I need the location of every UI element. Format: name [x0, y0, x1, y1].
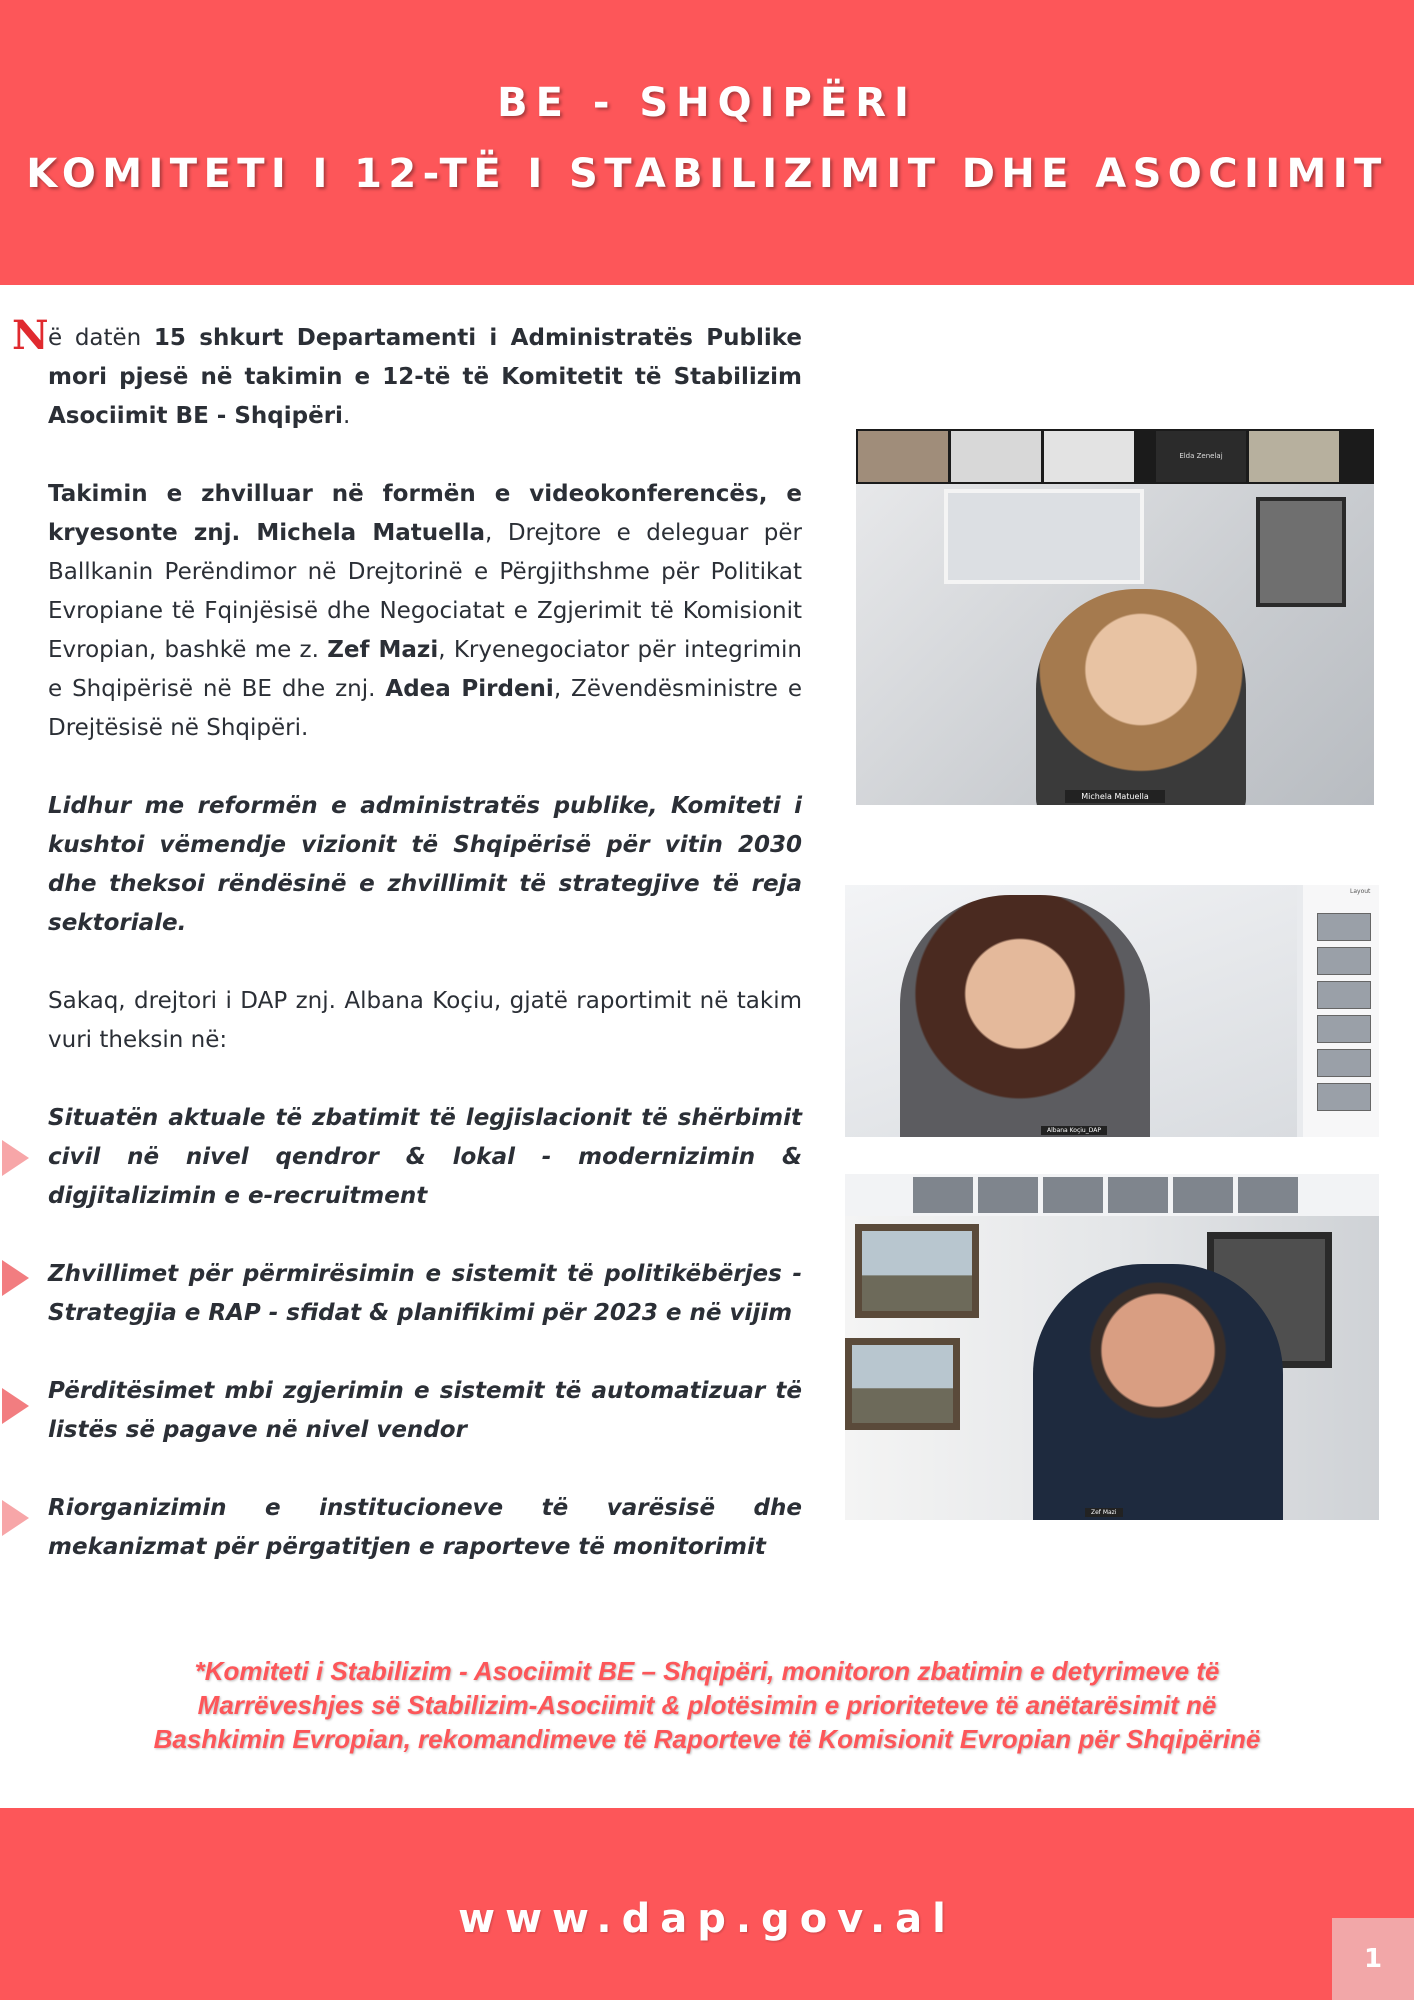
bullet-arrow-icon — [2, 1500, 29, 1536]
participant-strip — [845, 1174, 1379, 1216]
footnote — [90, 1654, 1324, 1756]
bullet-item-1: Situatën aktuale të zbatimit të legjislacionit të shërbimit civil në nivel qendror & lokal - modernizimin & digjitalizimin e e-recruitment — [48, 1105, 802, 1209]
website-link[interactable]: www.dap.gov.al — [458, 1896, 956, 1942]
photo-videoconference-mazi — [845, 1174, 1379, 1520]
speaker-figure — [1033, 1264, 1283, 1520]
footnote-line2: Marrëveshjes së Stabilizim-Asociimit & plotësimin e prioriteteve të anëtarësimit në — [197, 1690, 1217, 1720]
footnote-line1: *Komiteti i Stabilizim - Asociimit BE – Shqipëri, monitoron zbatimin e detyrimeve të — [194, 1656, 1220, 1686]
header-banner — [0, 0, 1414, 285]
photo-caption: Michela Matuella — [1065, 790, 1164, 803]
article-body — [48, 319, 802, 1567]
photo-caption: Albana Koçiu_DAP — [1041, 1126, 1107, 1135]
intro-bold-a: 15 shkurt Departamenti i Administratës Publike mori pjesë në takimin e 12-të të Komitetit të Stabilizim Asociimit BE - Shqipëri — [48, 325, 802, 429]
report-paragraph: Sakaq, drejtori i DAP znj. Albana Koçiu, gjatë raportimit në takim vuri theksin në: — [48, 988, 802, 1053]
meeting-bold-b: Zef Mazi — [327, 637, 439, 663]
intro-text-a: ë datën — [48, 325, 154, 351]
photo-caption: Zef Mazi — [1085, 1508, 1123, 1517]
page-number: 1 — [1332, 1918, 1414, 2000]
reform-text: Lidhur me reformën e administratës publike, Komiteti i kushtoi vëmendje vizionit të Shqipërisë për vitin 2030 dhe theksoi rëndësinë e zhvillimit të strategjive të reja sektoriale. — [48, 793, 802, 936]
bullet-arrow-icon — [2, 1388, 29, 1424]
participant-sidebar — [1303, 885, 1379, 1137]
speaker-figure — [1036, 589, 1246, 805]
photo-videoconference-matuella — [856, 429, 1374, 805]
header-title-line2: KOMITETI I 12-TË I STABILIZIMIT DHE ASOCIIMIT — [26, 151, 1388, 197]
bullet-arrow-icon — [2, 1140, 29, 1176]
meeting-text-c: , Zëvendësministre e Drejtësisë në Shqipëri. — [48, 676, 802, 741]
bullet-item-4: Riorganizimin e institucioneve të varësisë dhe mekanizmat për përgatitjen e raporteve të monitorimit — [48, 1495, 802, 1560]
participant-strip — [856, 429, 1374, 484]
bullet-item-2: Zhvillimet për përmirësimin e sistemit të politikëbërjes - Strategjia e RAP - sfidat & planifikimi për 2023 e në vijim — [48, 1261, 802, 1326]
meeting-bold-c: Adea Pirdeni — [385, 676, 554, 702]
reform-paragraph — [48, 787, 802, 943]
meeting-text-a: , Drejtore e deleguar për Ballkanin Perëndimor në Drejtorinë e Përgjithshme për Politikat Evropiane të Fqinjësisë dhe Negociatat e Zgjerimit të Komisionit Evropian, bashkë me z. — [48, 520, 802, 663]
header-title-line1: BE - SHQIPËRI — [497, 80, 917, 126]
bullet-arrow-icon — [2, 1260, 29, 1296]
bullet-item-3: Përditësimet mbi zgjerimin e sistemit të automatizuar të listës së pagave në nivel vendor — [48, 1378, 802, 1443]
footnote-line3: Bashkimin Evropian, rekomandimeve të Raporteve të Komisionit Evropian për Shqipërinë — [153, 1724, 1261, 1754]
footer-banner — [0, 1808, 1414, 2000]
layout-label: Layout — [1350, 888, 1371, 895]
photo-videoconference-kociu — [845, 885, 1379, 1137]
meeting-bold-a: Takimin e zhvilluar në formën e videokonferencës, e kryesonte znj. Michela Matuella — [48, 481, 802, 546]
meeting-text-b: , Kryenegociator për integrimin e Shqipërisë në BE dhe znj. — [48, 637, 803, 702]
speaker-figure — [900, 895, 1150, 1137]
intro-text-b: . — [342, 403, 351, 429]
meeting-paragraph — [48, 475, 802, 748]
dropcap-letter: N — [12, 312, 49, 359]
participant-tile-label: Elda Zenelaj — [1156, 431, 1246, 482]
intro-paragraph — [48, 319, 802, 436]
